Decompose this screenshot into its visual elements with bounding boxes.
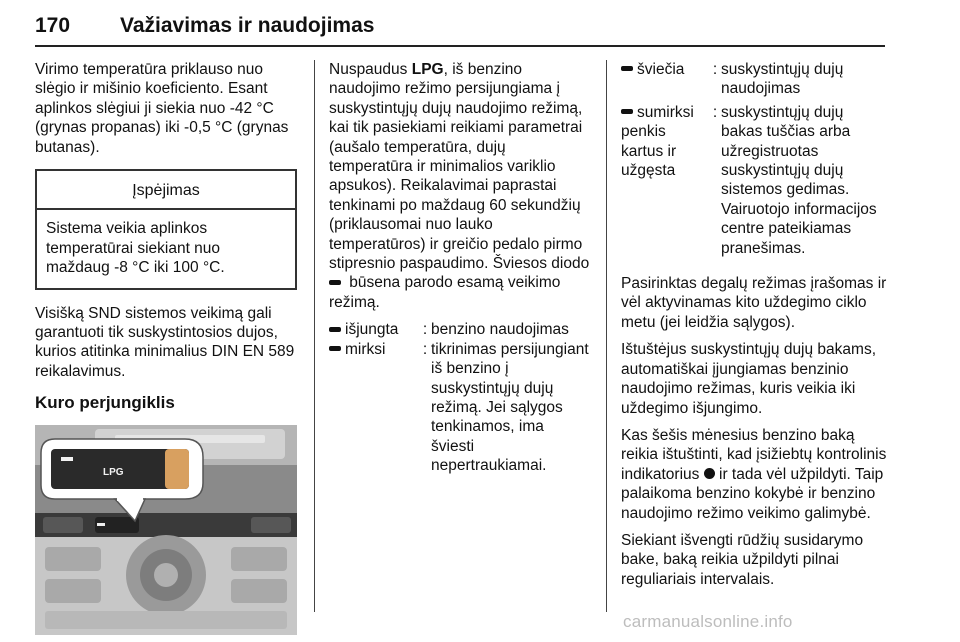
list-item: šviečia : suskystintųjų dujų naudojimas [621,60,888,99]
column-left [35,60,297,635]
led-indicator-icon [621,66,633,71]
led-indicator-icon [329,280,341,285]
auto-switch-paragraph: Ištuštėjus suskystintųjų dujų bakams, automatiškai įjungiamas benzinio naudojimo režimas, kuris veikia iki uždegimo išjungimo. [621,341,877,417]
list-item: išjungta : benzino naudojimas [329,320,591,339]
lpg-bold: LPG [411,61,444,78]
lpg-switch-photo [35,425,297,635]
led-indicator-icon [621,109,633,114]
rust-prevention-paragraph: Siekiant išvengti rūdžių susidarymo bake, baką reikia užpildyti pilnai reguliariais intervalais. [621,531,864,588]
warning-body: Sistema veikia aplinkos temperatūrai siekiant nuo maždaug -8 °C iki 100 °C. [46,220,225,277]
section-heading: Kuro perjungiklis [35,393,175,413]
watermark: carmanualsonline.info [623,612,793,631]
petrol-tank-paragraph: Kas šešis mėnesius benzino baką reikia ištuštinti, kad įsižiebtų kontrolinis indikatorius ir tada vėl užpildyti. Taip palaikoma benzino kokybė ir benzino naudojimo režimo veikimo galimybė. [621,426,887,522]
warning-title: Įspėjimas [37,171,295,210]
column-right [621,60,888,597]
fuel-indicator-icon [704,468,715,479]
led-indicator-icon [329,346,341,351]
list-item: mirksi : tikrinimas persijungiant iš benzino į suskystintųjų dujų režimą. Jei sąlygos tenkinamos, ima šviesti nepertraukiamai. [329,340,591,476]
intro-paragraph: Virimo temperatūra priklauso nuo slėgio ir mišinio koeficiento. Esant aplinkos slėgiui ji siekia nuo -42 °C (grynas propanas) iki -0,5 °C (grynas butanas). [35,61,289,156]
mode-saved-paragraph: Pasirinktas degalų režimas įrašomas ir vėl aktyvinamas kito uždegimo ciklo metu (jei leidžia sąlygos). [621,275,887,331]
header-rule [35,45,885,47]
page-number: 170 [35,14,71,37]
list-item: sumirksi penkis kartus ir užgęsta : suskystintųjų dujų bakas tuščias arba užregistruotas suskystintųjų dujų sistemos gedimas. Vairuotojo informacijos centre pateikiamas pranešimas. [621,103,877,257]
photo-lpg-label: LPG [103,466,124,478]
warning-box [35,169,297,290]
led-state-list [329,320,591,475]
column-divider-2 [606,60,607,612]
column-middle [329,60,591,486]
snd-paragraph: Visišką SND sistemos veikimą gali garantuoti tik suskystintosios dujos, kurios atitinka minimalius DIN EN 589 reikalavimus. [35,304,295,380]
led-state-list-continued [621,60,888,258]
lpg-paragraph: Nuspaudus LPG, iš benzino naudojimo režimo persijungiama į suskystintųjų dujų naudojimo režimą, kai tik pasiekiami reikiami parametrai (aušalo temperatūra, dujų temperatūra ir minimalios variklio apsukos). Reikalavimai paprastai tenkinami po maždaug 60 sekundžių (priklausomai nuo lauko temperatūros) ir greičio pedalo pirmo stipresnio paspaudimo. Šviesos diodo būsena parodo esamą veikimo režimą. [329,61,590,311]
chapter-title: Važiavimas ir naudojimas [120,14,375,37]
column-divider-1 [314,60,315,612]
led-indicator-icon [329,327,341,332]
